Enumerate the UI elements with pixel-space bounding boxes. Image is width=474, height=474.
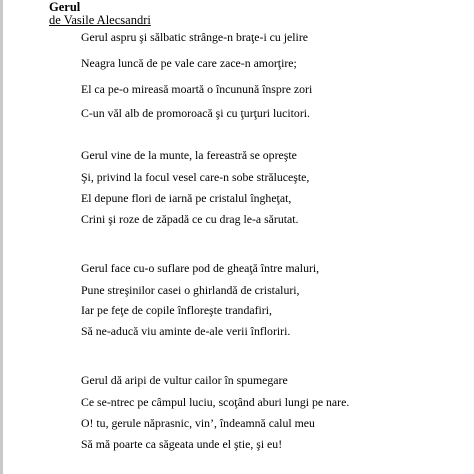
poem-author-link[interactable]: de Vasile Alecsandri	[49, 13, 151, 27]
poem-line: Gerul dă aripi de vultur cailor în spumegare	[81, 373, 288, 387]
poem-line: El ca pe-o mireasă moartă o încunună înspre zori	[81, 82, 313, 96]
poem-line: El depune flori de iarnă pe cristalul îngheţat,	[81, 191, 292, 205]
poem-line: Să ne-aducă viu aminte de-ale verii înfloriri.	[81, 324, 291, 338]
poem-line: Gerul face cu-o suflare pod de gheaţă între maluri,	[81, 261, 320, 275]
poem-line: Gerul vine de la munte, la fereastră se opreşte	[81, 148, 297, 162]
poem-line: Crini şi roze de zăpadă ce cu drag le-a sărutat.	[81, 212, 299, 226]
poem-line: Şi, privind la focul vesel care-n sobe străluceşte,	[81, 170, 310, 184]
poem-line: O! tu, gerule năprasnic, vin’, îndeamnă calul meu	[81, 416, 315, 430]
page-left-border	[0, 0, 3, 474]
poem-line: Gerul aspru şi sălbatic strânge-n braţe-i cu jelire	[81, 30, 308, 44]
poem-line: C-un văl alb de promoroacă şi cu ţurţuri lucitori.	[81, 106, 310, 120]
poem-line: Pune streşinilor casei o ghirlandă de cristaluri,	[81, 283, 300, 297]
poem-line: Ce se-ntrec pe câmpul luciu, scoţând aburi lungi pe nare.	[81, 395, 350, 409]
poem-line: Neagra luncă de pe vale care zace-n amorţire;	[81, 56, 297, 70]
poem-line: Să mă poarte ca săgeata unde el ştie, şi eu!	[81, 437, 283, 451]
poem-line: Iar pe feţe de copile înfloreşte trandafiri,	[81, 303, 272, 317]
poem-title: Gerul	[49, 0, 81, 14]
